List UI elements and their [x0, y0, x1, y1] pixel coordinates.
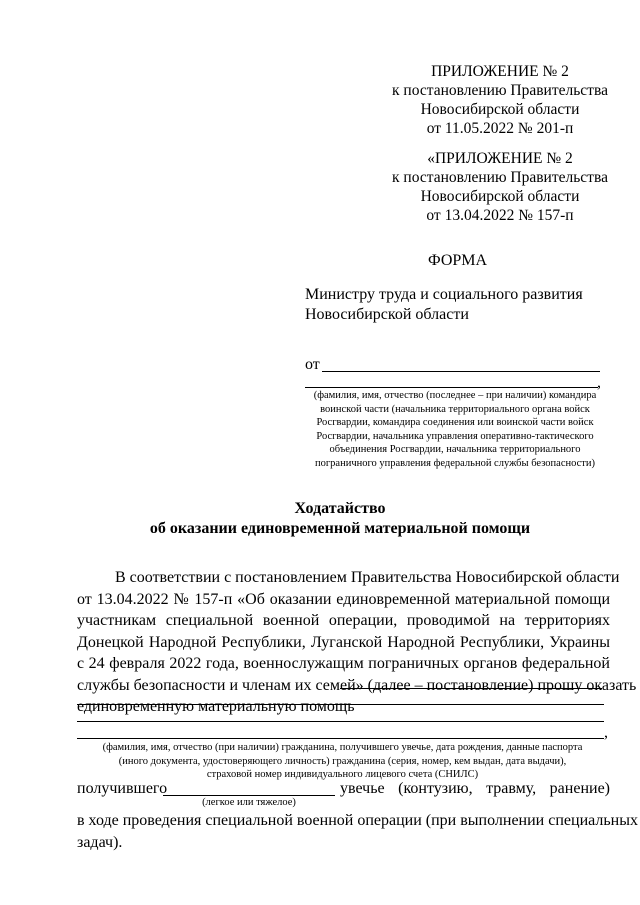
from-hint-line: воинской части (начальника территориального органа войск	[320, 403, 590, 415]
document-title	[60, 499, 620, 539]
body-line: участникам специальной военной операции, проводимой на территориях	[77, 612, 610, 629]
annex-previous-title: «ПРИЛОЖЕНИЕ № 2	[427, 150, 573, 167]
recipient-hint-line: (иного документа, удостоверяющего личность) гражданина (серия, номер, кем выдан, дата выдачи),	[118, 755, 567, 767]
injury-prefix: получившего	[77, 780, 168, 797]
body-line: с 24 февраля 2022 года, военнослужащим пограничных органов федеральной	[77, 655, 610, 672]
addressee	[305, 285, 583, 324]
annex-previous-line3: Новосибирской области	[420, 188, 580, 205]
annex-current-date: от 11.05.2022 № 201-п	[426, 120, 574, 137]
body-paragraph	[77, 567, 637, 718]
title-line1: Ходатайство	[294, 500, 386, 517]
recipient-hint-line: (фамилия, имя, отчество (при наличии) гражданина, получившего увечье, дата рождения, данные паспорта	[102, 742, 583, 753]
annex-previous-date: от 13.04.2022 № 157-п	[426, 207, 574, 224]
body-line: единовременную материальную помощь	[77, 698, 355, 715]
from-comma: ,	[597, 374, 601, 391]
body-line: службы безопасности и членам их семей» (далее – постановление) прошу оказать	[77, 676, 637, 694]
from-name-line	[322, 371, 600, 372]
from-name-line-2	[305, 387, 598, 388]
body-line: от 13.04.2022 № 157-п «Об оказании единовременной материальной помощи	[77, 590, 610, 608]
recipient-hint	[70, 741, 615, 782]
recipient-hint-line: страховой номер индивидуального лицевого счета (СНИЛС)	[206, 769, 479, 780]
annex-previous	[390, 149, 610, 225]
recipient-blank-line	[77, 704, 604, 705]
recipient-blank-line	[77, 721, 604, 722]
closing-paragraph	[77, 810, 638, 853]
injury-suffix: увечье (контузию, травму, ранение)	[340, 780, 610, 797]
body-line: Донецкой Народной Республики, Луганской Народной Республики, Украины	[77, 633, 610, 651]
addressee-line1: Министру труда и социального развития	[305, 286, 583, 303]
title-line2: об оказании единовременной материальной помощи	[149, 520, 531, 537]
closing-line: задач).	[77, 833, 123, 851]
from-hint-line: Росгвардии, командира соединения или воинской части войск	[316, 417, 594, 428]
recipient-blank-line	[77, 738, 604, 739]
from-hint-line: объединения Росгвардии, начальника территориального	[329, 444, 581, 455]
closing-line: в ходе проведения специальной военной операции (при выполнении специальных	[77, 812, 638, 829]
assistance-blank-line	[340, 688, 602, 689]
addressee-line2: Новосибирской области	[305, 305, 469, 323]
from-label: от	[305, 356, 320, 373]
recipient-comma: ,	[604, 724, 608, 741]
form-label: ФОРМА	[428, 252, 488, 269]
annex-current-line2: к постановлению Правительства	[392, 82, 608, 99]
annex-current-title: ПРИЛОЖЕНИЕ № 2	[431, 63, 569, 80]
injury-hint: (легкое или тяжелое)	[202, 797, 296, 808]
body-line: В соответствии с постановлением Правительства Новосибирской области	[115, 569, 620, 586]
annex-current-line3: Новосибирской области	[420, 101, 580, 118]
from-hint	[300, 389, 610, 470]
annex-current	[390, 62, 610, 138]
from-hint-line: Росгвардии, начальника управления оперативно-тактического	[316, 430, 594, 442]
annex-previous-line2: к постановлению Правительства	[392, 169, 608, 186]
from-hint-line: пограничного управления федеральной службы безопасности)	[315, 457, 595, 469]
from-hint-line: (фамилия, имя, отчество (последнее – при наличии) командира	[313, 390, 597, 401]
